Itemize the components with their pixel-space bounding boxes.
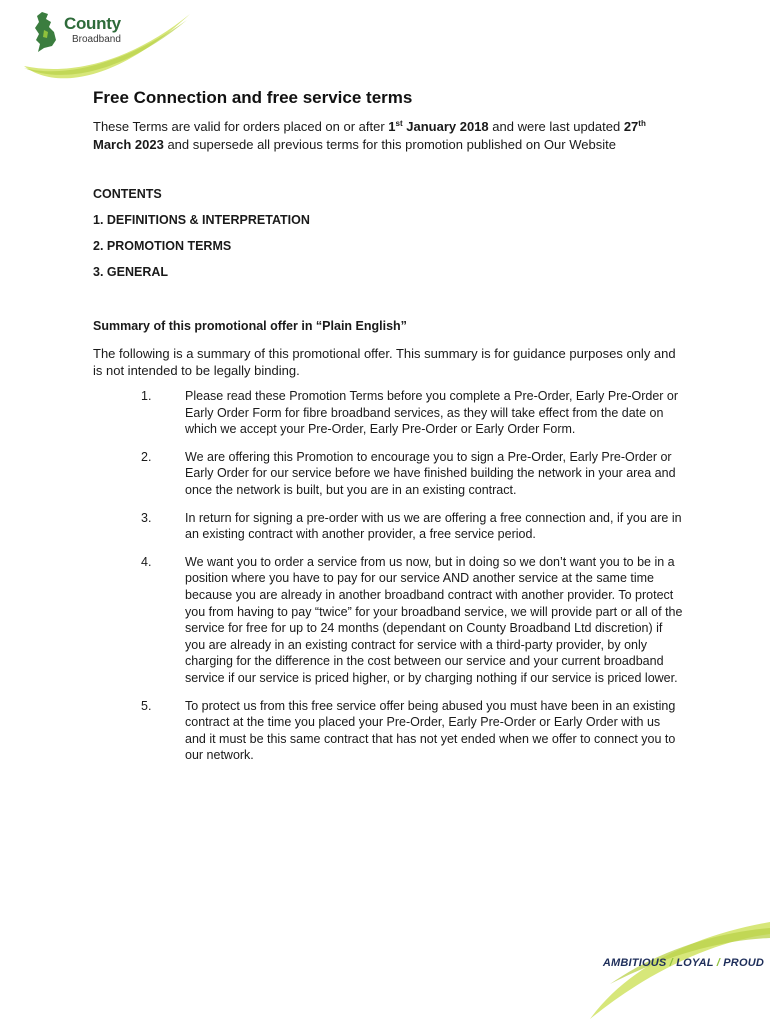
intro-text-3: and supersede all previous terms for this promotion published on Our Website bbox=[163, 136, 616, 152]
list-item-number: 3. bbox=[141, 510, 152, 525]
county-broadband-logo bbox=[22, 6, 172, 84]
summary-heading: Summary of this promotional offer in “Plain English” bbox=[93, 319, 407, 333]
tagline-separator: / bbox=[716, 957, 720, 969]
list-item bbox=[93, 510, 683, 543]
tagline-ambitious: AMBITIOUS bbox=[602, 957, 667, 969]
list-item-number: 4. bbox=[141, 554, 152, 569]
contents-item-definitions[interactable]: 1. DEFINITIONS & INTERPRETATION bbox=[93, 213, 310, 227]
start-date bbox=[388, 119, 488, 134]
start-date-rest: January 2018 bbox=[402, 119, 489, 134]
start-date-suffix: st bbox=[395, 119, 403, 128]
list-item bbox=[93, 449, 683, 499]
list-item-text: In return for signing a pre-order with us we are offering a free connection and, if you are in an existing contract with another provider, a free service period. bbox=[185, 510, 682, 542]
contents-section bbox=[93, 187, 683, 279]
tagline-proud: PROUD bbox=[723, 957, 764, 969]
list-item bbox=[93, 554, 683, 687]
contents-item-promotion-terms[interactable]: 2. PROMOTION TERMS bbox=[93, 239, 232, 253]
list-item-number: 1. bbox=[141, 389, 152, 403]
summary-list bbox=[93, 388, 683, 764]
uk-map-icon bbox=[30, 10, 62, 54]
list-item-number: 5. bbox=[141, 698, 152, 713]
updated-date-day: 27 bbox=[623, 119, 639, 134]
footer-tagline bbox=[550, 904, 770, 1024]
contents-heading: CONTENTS bbox=[93, 187, 162, 201]
document-content bbox=[93, 88, 683, 775]
page-title: Free Connection and free service terms bbox=[93, 88, 413, 107]
tagline-loyal: LOYAL bbox=[676, 957, 714, 969]
logo-broadband-text: Broadband bbox=[72, 34, 121, 45]
intro-paragraph bbox=[93, 118, 683, 153]
tagline-separator: / bbox=[669, 957, 673, 969]
start-date-day: 1 bbox=[388, 119, 396, 134]
intro-text-2: and were last updated bbox=[488, 119, 624, 134]
list-item bbox=[93, 388, 683, 438]
intro-text-1: These Terms are valid for orders placed on or after bbox=[93, 119, 389, 134]
summary-intro: The following is a summary of this promotional offer. This summary is for guidance purposes only and is not intended to be legally binding. bbox=[93, 346, 676, 378]
list-item-text: We want you to order a service from us now, but in doing so we don’t want you to be in a position where you have to pay for our service AND another service at the same time because you are already in another broadband contract with another provider. To protect you from having to pay “twice” for your broadband service, we will provide part or all of the service for free for up to 24 months (dependant on County Broadband Ltd discretion) if you are already in an existing contract for service with a third-party provider, by only charging for the difference in the cost between our service and your current broadband service if our service is priced higher, or by charging nothing if our service is priced lower. bbox=[185, 554, 683, 685]
updated-date-rest: March 2023 bbox=[93, 136, 164, 152]
list-item-text: Please read these Promotion Terms before you complete a Pre-Order, Early Pre-Order or Early Order Form for fibre broadband services, as they will take effect from the date on which we accept your Pre-Order, Early Pre-Order or Early Order Form. bbox=[185, 389, 679, 437]
contents-item-general[interactable]: 3. GENERAL bbox=[93, 265, 169, 279]
footer-tagline-text bbox=[603, 957, 764, 969]
updated-date-suffix: th bbox=[638, 119, 646, 128]
list-item-text: We are offering this Promotion to encourage you to sign a Pre-Order, Early Pre-Order or Early Order for our service before we have finished building the network in your area and once the network is built, but you are in an existing contract. bbox=[185, 449, 676, 497]
list-item-text: To protect us from this free service offer being abused you must have been in an existing contract at the time you placed your Pre-Order, Early Pre-Order or Early Order with us and it must be this same contract that has not yet ended when we offer to connect you to our network. bbox=[185, 698, 676, 763]
list-item bbox=[93, 698, 683, 764]
list-item-number: 2. bbox=[141, 449, 152, 464]
logo-county-text: County bbox=[64, 14, 121, 33]
